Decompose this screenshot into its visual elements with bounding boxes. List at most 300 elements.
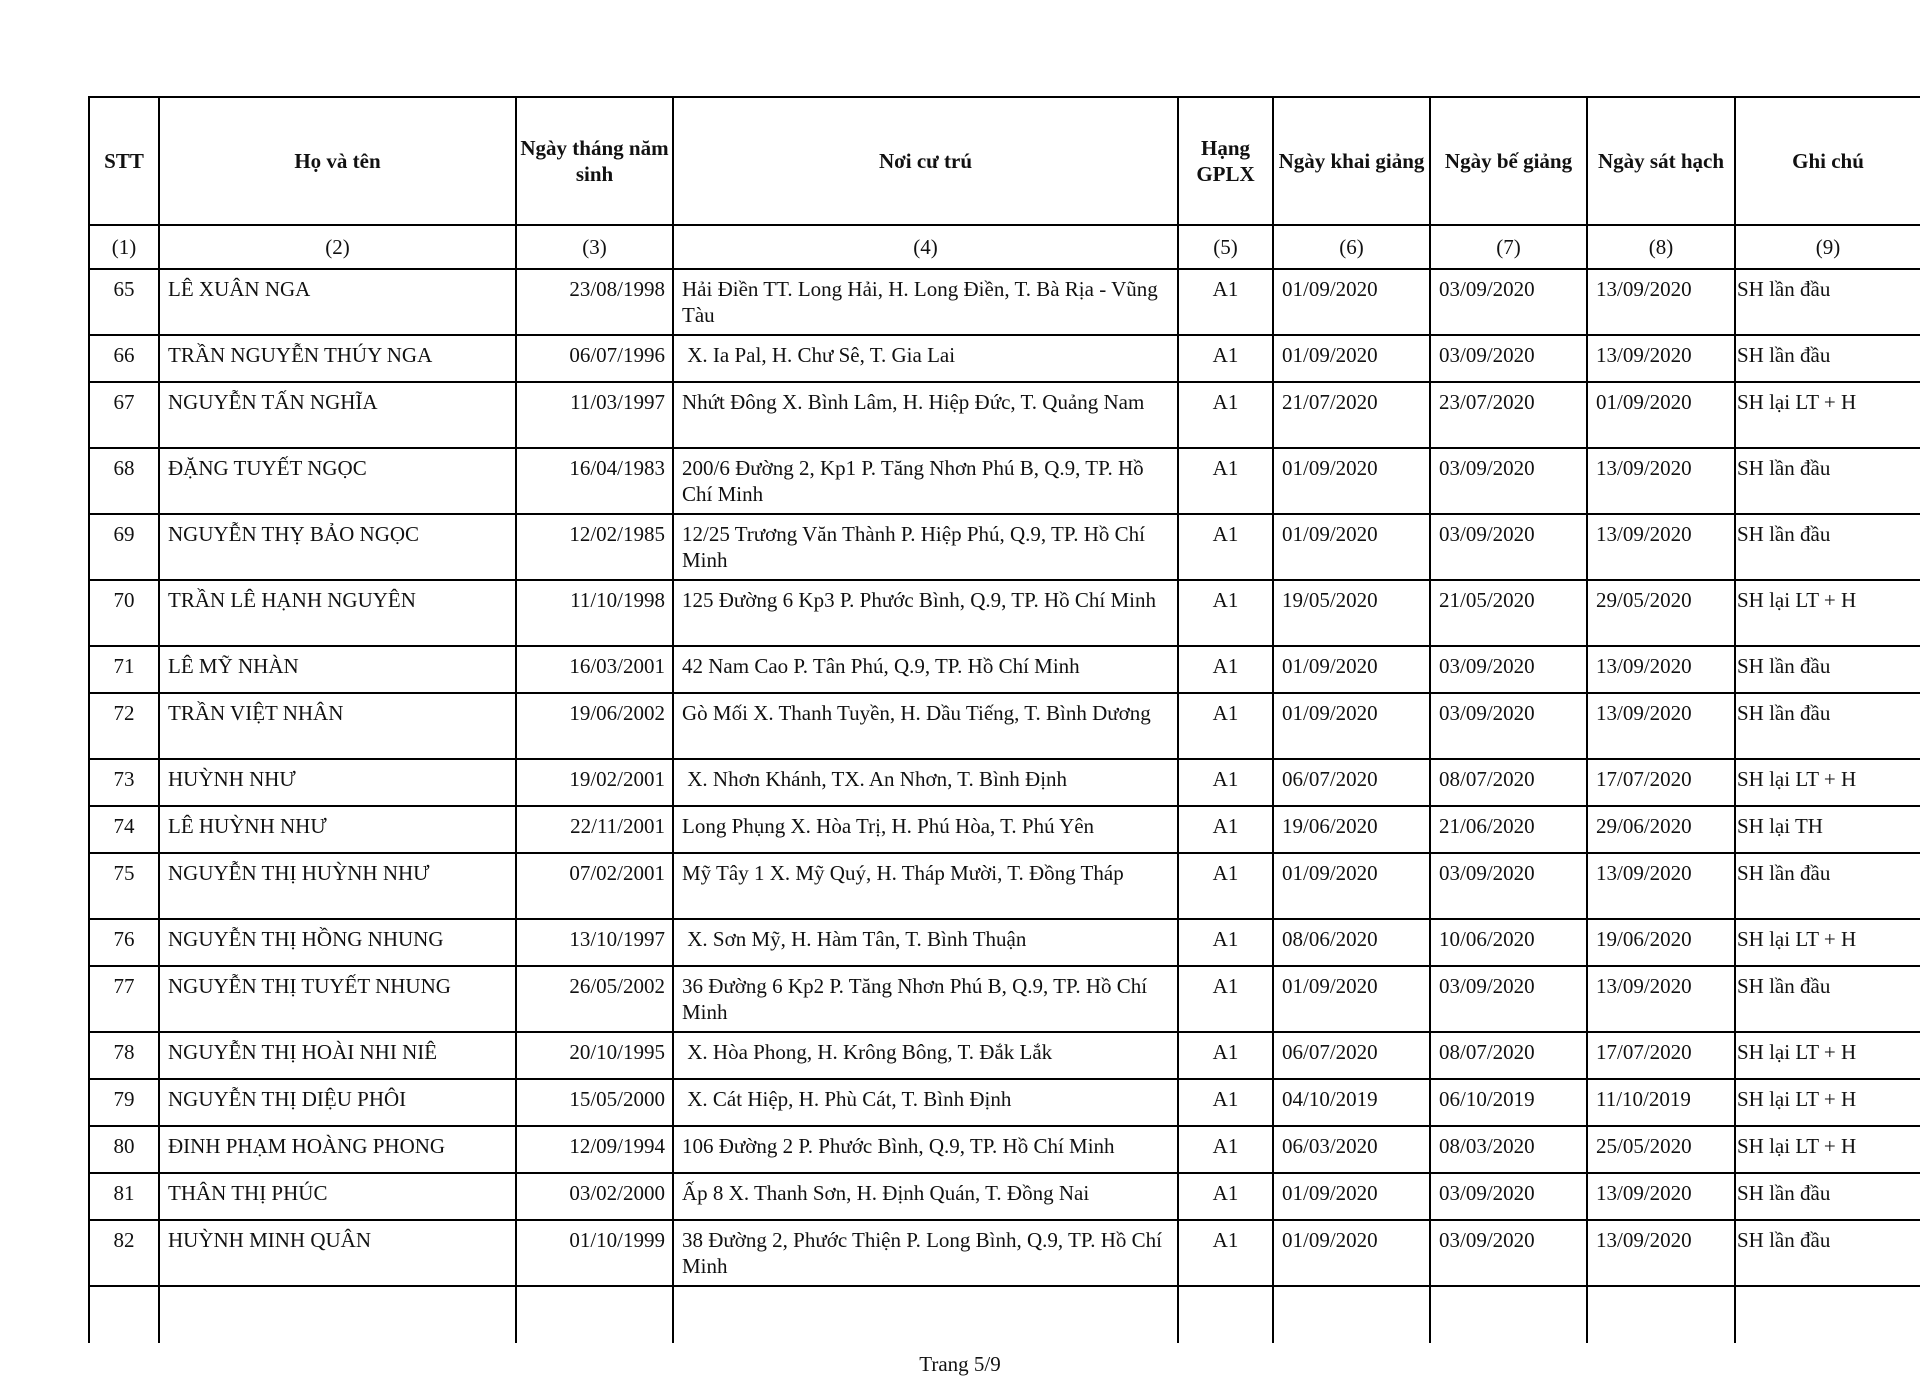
cell-start-date [1273,853,1430,919]
cell-name-text: NGUYỄN THỊ HUỲNH NHƯ [168,861,430,885]
cell-stt-text: 65 [113,277,135,301]
cell-start-date-text: 01/09/2020 [1282,1228,1378,1252]
cell-note [1735,1126,1920,1173]
cell-name-text: HUỲNH NHƯ [168,767,296,791]
cell-name [159,382,516,448]
table-row [89,514,1920,580]
cell-class [1178,382,1273,448]
cell-name-text: LÊ XUÂN NGA [168,277,311,301]
cell-name-text: ĐẶNG TUYẾT NGỌC [168,456,367,480]
cell-class [1178,919,1273,966]
cell-note [1735,1079,1920,1126]
cell-stt-text: 68 [113,456,135,480]
col-header-note: Ghi chú [1735,97,1920,225]
cell-address [673,853,1178,919]
cell-stt-text: 75 [113,861,135,885]
cell-address-text: Hải Điền TT. Long Hải, H. Long Điền, T. Bà Rịa - Vũng Tàu [682,277,1163,327]
cell-exam-date-text: 17/07/2020 [1596,767,1692,791]
cell-stt [89,919,159,966]
col-header-address: Nơi cư trú [673,97,1178,225]
col-header-stt: STT [89,97,159,225]
table-row [89,1032,1920,1079]
cell-note-text: SH lần đầu [1737,1181,1831,1205]
cell-dob [516,580,673,646]
cell-dob-text: 23/08/1998 [569,277,665,301]
cell-dob [516,1032,673,1079]
cell-name-text: NGUYỄN THỴ BẢO NGỌC [168,522,420,546]
cell-end-date-text: 03/09/2020 [1439,456,1535,480]
cell-class-text: A1 [1212,456,1239,480]
col-index: (7) [1430,225,1587,269]
cell-start-date-text: 01/09/2020 [1282,654,1378,678]
cell-class [1178,966,1273,1032]
table-row [89,1173,1920,1220]
cell-class-text: A1 [1212,1134,1239,1158]
cell-stt [89,759,159,806]
table-body [89,269,1920,1343]
cell-end-date [1430,335,1587,382]
cell-name [159,1126,516,1173]
cell-start-date-text: 01/09/2020 [1282,522,1378,546]
cell-stt [89,646,159,693]
cell-start-date [1273,919,1430,966]
cell-exam-date-text: 29/05/2020 [1596,588,1692,612]
cell-start-date [1273,335,1430,382]
cell-address-text: X. Sơn Mỹ, H. Hàm Tân, T. Bình Thuận [682,927,1027,951]
cell-end-date [1430,448,1587,514]
table-row [89,693,1920,759]
cell-end-date [1430,269,1587,335]
cell-class-text: A1 [1212,701,1239,725]
cell-exam-date [1587,580,1735,646]
cell-exam-date [1587,1173,1735,1220]
cell-end-date-text: 03/09/2020 [1439,974,1535,998]
cell-note [1735,966,1920,1032]
cell-dob [516,806,673,853]
cell-name-text: NGUYỄN THỊ HỒNG NHUNG [168,927,444,951]
cell-exam-date [1587,919,1735,966]
cell-address [673,382,1178,448]
cell-class [1178,1173,1273,1220]
cell-start-date-text: 04/10/2019 [1282,1087,1378,1111]
cell-exam-date [1587,853,1735,919]
cell-address-text: 38 Đường 2, Phước Thiện P. Long Bình, Q.9, TP. Hồ Chí Minh [682,1228,1168,1278]
cell-dob [516,1173,673,1220]
col-index: (4) [673,225,1178,269]
cell-end-date-text: 10/06/2020 [1439,927,1535,951]
cell-dob [516,759,673,806]
cell-note-text: SH lần đầu [1737,522,1831,546]
table-row [89,335,1920,382]
cell-exam-date [1587,1126,1735,1173]
cell-exam-date-text: 13/09/2020 [1596,701,1692,725]
cell-address-text: 125 Đường 6 Kp3 P. Phước Bình, Q.9, TP. Hồ Chí Minh [682,588,1156,612]
table-row [89,269,1920,335]
cell-exam-date-text: 13/09/2020 [1596,861,1692,885]
cell-end-date-text: 03/09/2020 [1439,343,1535,367]
cell-class-text: A1 [1212,767,1239,791]
cell-exam-date-text: 13/09/2020 [1596,522,1692,546]
col-header-class: Hạng GPLX [1178,97,1273,225]
cell-end-date-text: 21/05/2020 [1439,588,1535,612]
col-header-exam: Ngày sát hạch [1587,97,1735,225]
cell-name [159,646,516,693]
empty-cell [1587,1286,1735,1343]
cell-class-text: A1 [1212,927,1239,951]
cell-name-text: LÊ MỸ NHÀN [168,654,299,678]
cell-note-text: SH lại LT + H [1737,1087,1857,1111]
student-table [88,96,1920,1343]
cell-dob-text: 03/02/2000 [569,1181,665,1205]
cell-note [1735,335,1920,382]
cell-end-date [1430,966,1587,1032]
cell-start-date [1273,448,1430,514]
cell-stt [89,806,159,853]
empty-cell [1430,1286,1587,1343]
table-row [89,448,1920,514]
cell-class-text: A1 [1212,277,1239,301]
cell-address-text: 36 Đường 6 Kp2 P. Tăng Nhơn Phú B, Q.9, TP. Hồ Chí Minh [682,974,1153,1024]
cell-name-text: TRẦN LÊ HẠNH NGUYÊN [168,588,416,612]
cell-class [1178,448,1273,514]
cell-exam-date [1587,1079,1735,1126]
cell-end-date-text: 03/09/2020 [1439,1181,1535,1205]
cell-dob [516,646,673,693]
cell-end-date [1430,693,1587,759]
cell-end-date-text: 23/07/2020 [1439,390,1535,414]
cell-address-text: 106 Đường 2 P. Phước Bình, Q.9, TP. Hồ Chí Minh [682,1134,1115,1158]
cell-address [673,1126,1178,1173]
cell-address-text: Ấp 8 X. Thanh Sơn, H. Định Quán, T. Đồng Nai [682,1181,1090,1205]
cell-note-text: SH lại LT + H [1737,390,1857,414]
cell-exam-date-text: 13/09/2020 [1596,1181,1692,1205]
cell-stt [89,335,159,382]
cell-dob-text: 26/05/2002 [569,974,665,998]
cell-name [159,806,516,853]
cell-stt-text: 72 [113,701,135,725]
cell-class-text: A1 [1212,654,1239,678]
cell-class-text: A1 [1212,1181,1239,1205]
cell-class [1178,580,1273,646]
cell-note-text: SH lại LT + H [1737,588,1857,612]
cell-note [1735,448,1920,514]
cell-stt-text: 81 [113,1181,135,1205]
cell-start-date-text: 19/05/2020 [1282,588,1378,612]
cell-class-text: A1 [1212,1040,1239,1064]
col-header-end: Ngày bế giảng [1430,97,1587,225]
cell-dob-text: 13/10/1997 [569,927,665,951]
cell-stt-text: 77 [113,974,135,998]
cell-note [1735,919,1920,966]
cell-dob-text: 22/11/2001 [570,814,665,838]
cell-start-date [1273,1220,1430,1286]
cell-stt-text: 71 [113,654,135,678]
cell-dob [516,1220,673,1286]
cell-end-date [1430,1220,1587,1286]
cell-address [673,1079,1178,1126]
cell-exam-date-text: 29/06/2020 [1596,814,1692,838]
cell-exam-date [1587,382,1735,448]
cell-exam-date-text: 17/07/2020 [1596,1040,1692,1064]
table-row [89,1220,1920,1286]
cell-stt-text: 66 [113,343,135,367]
cell-start-date-text: 01/09/2020 [1282,1181,1378,1205]
cell-exam-date-text: 13/09/2020 [1596,654,1692,678]
cell-address-text: X. Cát Hiệp, H. Phù Cát, T. Bình Định [682,1087,1012,1111]
cell-stt [89,1126,159,1173]
cell-start-date [1273,269,1430,335]
cell-class [1178,269,1273,335]
cell-class-text: A1 [1212,588,1239,612]
cell-start-date-text: 01/09/2020 [1282,861,1378,885]
cell-name [159,693,516,759]
cell-exam-date [1587,646,1735,693]
cell-name [159,1032,516,1079]
cell-address-text: Nhứt Đông X. Bình Lâm, H. Hiệp Đức, T. Quảng Nam [682,390,1145,414]
cell-address-text: 200/6 Đường 2, Kp1 P. Tăng Nhơn Phú B, Q.9, TP. Hồ Chí Minh [682,456,1149,506]
cell-dob-text: 01/10/1999 [569,1228,665,1252]
cell-exam-date-text: 19/06/2020 [1596,927,1692,951]
cell-note-text: SH lần đầu [1737,343,1831,367]
col-header-start: Ngày khai giảng [1273,97,1430,225]
col-index: (5) [1178,225,1273,269]
cell-note [1735,514,1920,580]
cell-end-date-text: 03/09/2020 [1439,861,1535,885]
cell-note [1735,382,1920,448]
cell-dob-text: 19/02/2001 [569,767,665,791]
cell-stt [89,580,159,646]
cell-address-text: 42 Nam Cao P. Tân Phú, Q.9, TP. Hồ Chí Minh [682,654,1080,678]
cell-end-date-text: 08/07/2020 [1439,1040,1535,1064]
col-index: (2) [159,225,516,269]
cell-name-text: TRẦN NGUYỄN THÚY NGA [168,343,433,367]
cell-name-text: NGUYỄN TẤN NGHĨA [168,390,378,414]
table-row [89,853,1920,919]
cell-dob [516,919,673,966]
cell-address [673,514,1178,580]
cell-class [1178,759,1273,806]
cell-exam-date-text: 11/10/2019 [1596,1087,1691,1111]
cell-stt-text: 82 [113,1228,135,1252]
cell-address [673,1173,1178,1220]
cell-dob-text: 15/05/2000 [569,1087,665,1111]
cell-end-date-text: 03/09/2020 [1439,701,1535,725]
cell-name [159,514,516,580]
cell-class-text: A1 [1212,861,1239,885]
cell-exam-date-text: 01/09/2020 [1596,390,1692,414]
cell-class-text: A1 [1212,1087,1239,1111]
cell-end-date [1430,1032,1587,1079]
cell-dob-text: 07/02/2001 [569,861,665,885]
cell-end-date-text: 21/06/2020 [1439,814,1535,838]
cell-end-date [1430,514,1587,580]
cell-class-text: A1 [1212,1228,1239,1252]
empty-cell [159,1286,516,1343]
cell-name [159,580,516,646]
cell-dob [516,966,673,1032]
cell-stt-text: 78 [113,1040,135,1064]
cell-name-text: NGUYỄN THỊ DIỆU PHÔI [168,1087,407,1111]
cell-end-date [1430,580,1587,646]
cell-exam-date-text: 13/09/2020 [1596,277,1692,301]
cell-stt [89,448,159,514]
cell-end-date [1430,1126,1587,1173]
cell-name-text: HUỲNH MINH QUÂN [168,1228,371,1252]
cell-exam-date-text: 13/09/2020 [1596,1228,1692,1252]
cell-note-text: SH lại LT + H [1737,767,1857,791]
cell-exam-date [1587,693,1735,759]
cell-class [1178,1079,1273,1126]
empty-cell [516,1286,673,1343]
cell-class-text: A1 [1212,343,1239,367]
cell-address [673,580,1178,646]
cell-dob-text: 12/02/1985 [569,522,665,546]
empty-cell [89,1286,159,1343]
cell-dob-text: 11/10/1998 [570,588,665,612]
cell-start-date-text: 08/06/2020 [1282,927,1378,951]
cell-exam-date [1587,806,1735,853]
cell-class [1178,853,1273,919]
cell-class [1178,646,1273,693]
cell-class [1178,514,1273,580]
cell-name [159,448,516,514]
cell-start-date [1273,693,1430,759]
cell-end-date [1430,853,1587,919]
cell-address [673,1032,1178,1079]
cell-name [159,269,516,335]
cell-end-date [1430,382,1587,448]
cell-class-text: A1 [1212,814,1239,838]
cell-end-date-text: 03/09/2020 [1439,522,1535,546]
cell-address [673,269,1178,335]
cell-note-text: SH lần đầu [1737,1228,1831,1252]
cell-dob-text: 06/07/1996 [569,343,665,367]
cell-address-text: X. Hòa Phong, H. Krông Bông, T. Đắk Lắk [682,1040,1053,1064]
cell-exam-date-text: 13/09/2020 [1596,456,1692,480]
cell-exam-date [1587,514,1735,580]
cell-note-text: SH lần đầu [1737,277,1831,301]
cell-stt-text: 74 [113,814,135,838]
cell-start-date-text: 01/09/2020 [1282,701,1378,725]
empty-cell [673,1286,1178,1343]
cell-start-date [1273,1079,1430,1126]
cell-end-date-text: 08/07/2020 [1439,767,1535,791]
cell-note [1735,1032,1920,1079]
col-header-dob: Ngày tháng năm sinh [516,97,673,225]
cell-dob-text: 20/10/1995 [569,1040,665,1064]
cell-stt-text: 79 [113,1087,135,1111]
cell-start-date-text: 01/09/2020 [1282,974,1378,998]
cell-stt [89,1220,159,1286]
cell-note-text: SH lần đầu [1737,456,1831,480]
cell-start-date-text: 01/09/2020 [1282,277,1378,301]
cell-class-text: A1 [1212,974,1239,998]
cell-stt [89,514,159,580]
cell-start-date [1273,1173,1430,1220]
empty-row [89,1286,1920,1343]
cell-exam-date-text: 25/05/2020 [1596,1134,1692,1158]
empty-cell [1735,1286,1920,1343]
cell-note [1735,853,1920,919]
cell-exam-date [1587,966,1735,1032]
cell-note [1735,759,1920,806]
cell-note-text: SH lại LT + H [1737,1040,1857,1064]
cell-exam-date-text: 13/09/2020 [1596,974,1692,998]
cell-class [1178,1032,1273,1079]
cell-note-text: SH lần đầu [1737,701,1831,725]
cell-dob-text: 11/03/1997 [570,390,665,414]
cell-name [159,1220,516,1286]
column-number-row [89,225,1920,269]
cell-note [1735,693,1920,759]
cell-address [673,646,1178,693]
cell-class [1178,806,1273,853]
cell-address [673,1220,1178,1286]
cell-address-text: X. Nhơn Khánh, TX. An Nhơn, T. Bình Định [682,767,1068,791]
cell-dob [516,1079,673,1126]
cell-name-text: TRẦN VIỆT NHÂN [168,701,344,725]
cell-class-text: A1 [1212,390,1239,414]
cell-dob [516,335,673,382]
cell-stt-text: 73 [113,767,135,791]
col-index: (8) [1587,225,1735,269]
cell-note [1735,269,1920,335]
cell-stt [89,1173,159,1220]
cell-address [673,448,1178,514]
cell-dob [516,382,673,448]
table-row [89,646,1920,693]
cell-stt [89,1079,159,1126]
cell-address-text: Gò Mối X. Thanh Tuyền, H. Dầu Tiếng, T. Bình Dương [682,701,1151,725]
cell-stt-text: 67 [113,390,135,414]
cell-stt [89,382,159,448]
cell-exam-date-text: 13/09/2020 [1596,343,1692,367]
table-row [89,580,1920,646]
cell-name-text: ĐINH PHẠM HOÀNG PHONG [168,1134,446,1158]
cell-start-date-text: 01/09/2020 [1282,343,1378,367]
cell-address [673,806,1178,853]
cell-class [1178,335,1273,382]
cell-exam-date [1587,759,1735,806]
cell-dob [516,269,673,335]
cell-class [1178,1126,1273,1173]
cell-note-text: SH lại TH [1737,814,1823,838]
table-row [89,1126,1920,1173]
cell-note-text: SH lần đầu [1737,654,1831,678]
cell-class [1178,1220,1273,1286]
cell-start-date-text: 01/09/2020 [1282,456,1378,480]
table-row [89,1079,1920,1126]
cell-address [673,335,1178,382]
cell-dob-text: 12/09/1994 [569,1134,665,1158]
cell-note-text: SH lại LT + H [1737,927,1857,951]
cell-stt [89,693,159,759]
cell-note-text: SH lần đầu [1737,974,1831,998]
cell-note [1735,1220,1920,1286]
cell-address-text: 12/25 Trương Văn Thành P. Hiệp Phú, Q.9, TP. Hồ Chí Minh [682,522,1151,572]
cell-start-date [1273,514,1430,580]
cell-note-text: SH lần đầu [1737,861,1831,885]
cell-dob-text: 16/04/1983 [569,456,665,480]
col-header-name: Họ và tên [159,97,516,225]
cell-exam-date [1587,448,1735,514]
cell-address [673,966,1178,1032]
col-index: (9) [1735,225,1920,269]
cell-end-date-text: 03/09/2020 [1439,277,1535,301]
col-index: (1) [89,225,159,269]
cell-start-date [1273,580,1430,646]
cell-address [673,919,1178,966]
